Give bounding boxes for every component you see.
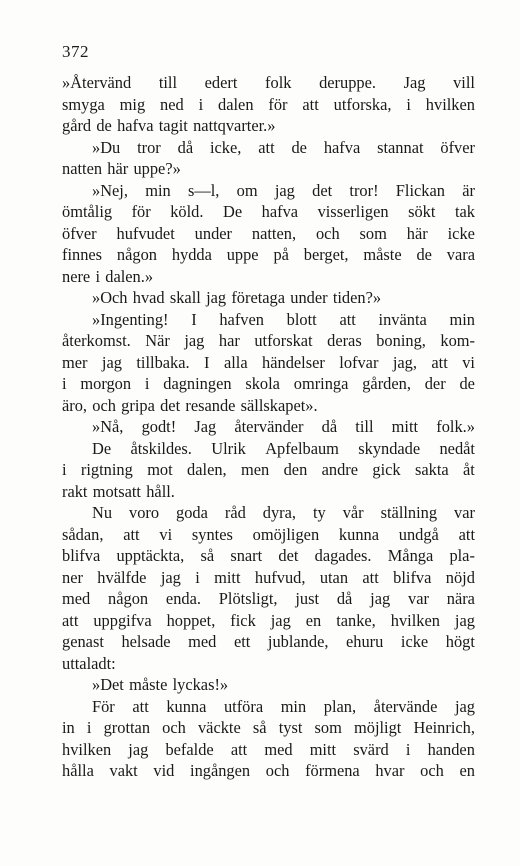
word: »Du — [92, 137, 121, 157]
text-line — [62, 438, 475, 460]
text-line — [62, 115, 475, 137]
word: så — [200, 546, 215, 565]
word: hvälfde — [97, 567, 147, 587]
word: och — [420, 761, 444, 780]
word: att — [458, 524, 475, 544]
word: min — [449, 309, 475, 329]
text-line — [62, 330, 475, 352]
word: ty — [312, 503, 326, 522]
word: nattqvarter.» — [193, 116, 276, 135]
text-line — [62, 588, 475, 610]
word: motsatt — [92, 481, 141, 501]
word: Apfelbaum — [265, 438, 339, 458]
word: plan, — [323, 696, 357, 716]
text-line — [62, 352, 475, 374]
word: sådan, — [62, 524, 104, 544]
text-line — [62, 266, 475, 288]
word: berget, — [303, 245, 349, 264]
word: det — [312, 180, 333, 200]
word: tror — [137, 137, 161, 157]
word: i — [405, 739, 411, 759]
word: händelser — [262, 352, 325, 372]
word: hoppet, — [166, 610, 216, 630]
word: mer — [62, 352, 88, 372]
page-number: 372 — [62, 42, 89, 61]
word: högt — [445, 632, 475, 651]
word: tillbaka. — [136, 352, 190, 372]
word: sakta — [414, 460, 449, 479]
word: natten, — [251, 223, 297, 243]
text-line — [62, 481, 475, 503]
word: »Ingenting! — [92, 309, 169, 329]
word: tyst — [278, 718, 303, 737]
word: icke, — [209, 137, 242, 157]
word: här — [107, 159, 129, 178]
word: de — [459, 374, 475, 393]
word: tiden?» — [332, 288, 382, 307]
word: goda — [176, 503, 208, 522]
text-line — [62, 223, 475, 245]
word: så — [252, 718, 267, 737]
word: hvilken — [425, 94, 475, 114]
word: uppe — [226, 245, 259, 264]
word: är — [462, 180, 475, 200]
word: befalde — [165, 739, 214, 759]
word: håll. — [146, 481, 175, 501]
text-line — [62, 72, 475, 94]
word: jag — [454, 610, 475, 630]
word: hafva — [261, 202, 299, 221]
text-line — [62, 309, 475, 331]
word: mot — [147, 460, 173, 479]
word: vi — [159, 524, 173, 544]
word: »Nej, — [92, 180, 128, 200]
word: skyndade — [358, 438, 421, 458]
word: ned — [160, 94, 184, 114]
text-line — [62, 674, 475, 696]
word: i — [406, 94, 411, 114]
word: resande — [185, 395, 236, 415]
word: ehuru — [346, 632, 384, 651]
word: Ulrik — [211, 438, 246, 458]
word: kom- — [440, 331, 475, 350]
word: då — [336, 589, 353, 608]
word: tak — [454, 202, 475, 221]
word: återkomst. — [62, 331, 131, 350]
word: och — [265, 761, 290, 780]
word: upptäckta, — [116, 546, 185, 565]
word: fick — [230, 610, 256, 630]
word: stannat — [377, 137, 424, 157]
word: den — [283, 460, 308, 479]
word: utforska, — [333, 94, 392, 114]
word: i — [198, 94, 204, 114]
word: öfver — [440, 137, 475, 157]
text-line — [62, 739, 475, 761]
word: här — [406, 223, 428, 243]
word: hvilken — [390, 610, 440, 630]
text-line — [62, 502, 475, 524]
word: vill — [453, 73, 475, 92]
word: snart — [230, 546, 263, 565]
word: I — [204, 352, 210, 372]
word: andre — [321, 460, 359, 479]
word: svärd — [353, 739, 389, 759]
word: hafva — [117, 116, 154, 135]
word: deras — [327, 331, 362, 350]
word: om — [236, 180, 258, 200]
text-line — [62, 545, 475, 567]
word: med — [264, 739, 293, 759]
text-line — [62, 653, 475, 675]
word: der — [424, 374, 446, 393]
word: s—l, — [187, 180, 220, 200]
word: återvände — [373, 696, 438, 716]
word: För — [92, 696, 115, 716]
word: skall — [169, 288, 201, 307]
word: dalen, — [187, 460, 227, 479]
word: natten — [62, 159, 103, 178]
word: skola — [245, 374, 280, 393]
word: då — [321, 417, 338, 436]
text-line — [62, 631, 475, 653]
word: jublande, — [267, 632, 329, 651]
word: edert — [204, 73, 238, 92]
word: jag — [101, 352, 122, 372]
word: icke — [447, 223, 475, 243]
word: mitt — [214, 567, 241, 587]
word: invänta — [378, 309, 427, 329]
word: smyga — [62, 94, 105, 114]
word: »Det — [92, 675, 124, 694]
word: under — [290, 288, 328, 307]
word: i — [62, 460, 67, 479]
word: jag — [160, 567, 181, 587]
word: ner — [62, 567, 83, 587]
word: Jag — [194, 417, 217, 436]
word: rakt — [62, 481, 88, 501]
word: hufvudet — [116, 223, 175, 243]
word: i — [195, 567, 200, 587]
text-line — [62, 760, 475, 782]
word: undgå — [398, 524, 439, 544]
word: i — [86, 718, 92, 737]
word: som — [359, 223, 387, 243]
word: ett — [233, 632, 251, 651]
word: men — [241, 460, 270, 479]
word: hafva — [323, 137, 361, 157]
word: gården, — [362, 374, 411, 393]
word: Nu — [92, 503, 113, 522]
text-line — [62, 696, 475, 718]
word: voro — [129, 503, 160, 522]
word: lofvar — [339, 352, 379, 372]
word: syntes — [191, 524, 233, 544]
text-line — [62, 395, 475, 417]
word: vakt — [109, 761, 138, 780]
word: tagit — [158, 116, 188, 135]
word: att — [431, 352, 448, 372]
word: dyra, — [262, 503, 297, 522]
word: att — [62, 610, 79, 630]
word: uttaladt: — [62, 653, 116, 673]
word: mitt — [309, 739, 337, 759]
word: blott — [286, 309, 317, 329]
word: för — [131, 202, 151, 221]
word: var — [408, 589, 429, 608]
word: hydda — [171, 245, 212, 264]
word: då — [177, 137, 194, 157]
word: att — [230, 739, 248, 759]
word: vi — [462, 352, 475, 372]
word: vara — [446, 245, 475, 264]
word: grottan — [103, 718, 151, 737]
word: folk — [265, 73, 292, 92]
word: handen — [427, 739, 475, 759]
word: dagades. — [314, 546, 372, 565]
word: »Återvänd — [62, 73, 132, 92]
word: genast — [62, 632, 104, 651]
word: mitt — [391, 417, 419, 436]
word: Plötsligt, — [218, 589, 278, 608]
word: blifva — [62, 546, 101, 565]
word: dagningen — [163, 374, 232, 393]
word: omöjligen — [252, 524, 320, 544]
word: min — [145, 180, 171, 200]
word: dalen — [218, 94, 254, 114]
word: »Och — [92, 288, 128, 307]
word: med — [188, 632, 217, 651]
word: dalen.» — [105, 266, 154, 286]
text-line — [62, 180, 475, 202]
word: möjligt — [354, 718, 402, 737]
word: alla — [223, 352, 248, 372]
word: ställning — [380, 503, 438, 522]
word: tanke, — [336, 610, 376, 630]
word: jag — [206, 288, 227, 307]
word: att — [123, 524, 140, 544]
word: ömtålig — [62, 202, 113, 221]
word: att — [362, 567, 379, 587]
text-line — [62, 137, 475, 159]
word: min — [280, 696, 307, 716]
word: När — [145, 331, 170, 350]
word: jag — [454, 696, 475, 716]
word: nere — [62, 266, 91, 286]
text-line — [62, 244, 475, 266]
word: de — [96, 116, 112, 135]
word: nära — [446, 589, 475, 608]
word: företaga — [231, 288, 286, 307]
word: »Nå, — [92, 417, 124, 436]
word: äro, — [62, 395, 88, 415]
text-line — [62, 717, 475, 739]
word: utföra — [223, 696, 264, 716]
word: folk.» — [436, 417, 475, 436]
word: tror! — [349, 180, 379, 200]
word: kunna — [338, 524, 379, 544]
text-line — [62, 416, 475, 438]
word: det — [278, 546, 299, 565]
word: Jag — [403, 73, 426, 92]
word: kunna — [166, 696, 207, 716]
word: blifva — [393, 567, 432, 587]
word: de — [291, 137, 307, 157]
word: visserligen — [317, 202, 389, 221]
word: sällskapet». — [240, 395, 318, 415]
word: och — [315, 223, 340, 243]
word: måste — [129, 675, 168, 694]
word: Flickan — [395, 180, 445, 200]
word: måste — [363, 245, 402, 264]
word: icke — [400, 632, 429, 651]
word: vår — [342, 503, 364, 522]
word: gick — [372, 460, 401, 479]
word: mig — [119, 94, 146, 114]
word: deruppe. — [319, 73, 376, 92]
word: Heinrich, — [413, 718, 475, 737]
word: väckte — [197, 718, 241, 737]
word: pla- — [449, 546, 475, 565]
body-text — [62, 72, 475, 782]
word: att — [258, 137, 275, 157]
word: utan — [319, 567, 349, 587]
word: helsade — [121, 632, 171, 651]
word: godt! — [141, 417, 177, 436]
word: en — [305, 610, 322, 630]
word: råd — [224, 503, 246, 522]
word: i — [95, 266, 101, 286]
word: och — [92, 395, 116, 415]
word: jag — [274, 180, 295, 200]
text-line — [62, 373, 475, 395]
word: Många — [387, 546, 434, 565]
text-line — [62, 287, 475, 309]
word: omringa — [293, 374, 349, 393]
word: finnes — [62, 245, 103, 264]
word: de — [416, 245, 432, 264]
word: jag — [270, 610, 291, 630]
word: köld. — [170, 202, 204, 221]
word: morgon — [80, 374, 132, 393]
word: in — [62, 718, 75, 737]
word: De — [223, 202, 243, 221]
word: just — [295, 589, 320, 608]
word: sökt — [408, 202, 436, 221]
text-line — [62, 524, 475, 546]
word: hufvud, — [254, 567, 306, 587]
word: att — [339, 309, 356, 329]
word: nedåt — [439, 438, 475, 458]
word: återvänder — [234, 417, 304, 436]
word: jag, — [392, 352, 417, 372]
text-line — [62, 201, 475, 223]
word: uppe?» — [133, 159, 181, 178]
word: i — [62, 374, 67, 393]
word: var — [454, 503, 475, 522]
word: uppgifva — [93, 610, 152, 630]
word: i — [144, 374, 150, 393]
word: på — [273, 245, 289, 264]
word: vid — [153, 761, 175, 780]
text-line — [62, 158, 475, 180]
word: ingången — [190, 761, 251, 780]
word: det — [160, 395, 181, 415]
word: hvar — [375, 761, 405, 780]
word: jag — [128, 739, 149, 759]
word: enda. — [165, 589, 201, 608]
word: lyckas!» — [172, 675, 229, 694]
word: jag — [184, 331, 205, 350]
word: gård — [62, 116, 92, 135]
text-line — [62, 567, 475, 589]
word: I — [191, 309, 197, 329]
word: att — [302, 94, 319, 114]
word: förmena — [305, 761, 360, 780]
word: till — [158, 73, 178, 92]
word: hvad — [132, 288, 165, 307]
word: har — [218, 331, 240, 350]
word: utforskat — [254, 331, 313, 350]
word: att — [132, 696, 149, 716]
text-line — [62, 94, 475, 116]
word: öfver — [62, 223, 97, 243]
text-line — [62, 459, 475, 481]
word: och — [162, 718, 186, 737]
word: rigtning — [80, 460, 133, 479]
word: någon — [108, 589, 149, 608]
word: med — [62, 589, 91, 608]
word: De — [92, 438, 112, 458]
word: som — [314, 718, 342, 737]
word: någon — [116, 245, 157, 264]
word: hafven — [219, 309, 264, 329]
word: åtskildes. — [130, 438, 192, 458]
text-line — [62, 610, 475, 632]
word: boning, — [376, 331, 426, 350]
word: gripa — [121, 395, 155, 415]
word: jag — [370, 589, 391, 608]
word: åt — [463, 460, 475, 479]
word: under — [194, 223, 232, 243]
word: till — [355, 417, 374, 436]
word: för — [268, 94, 288, 114]
word: nöjd — [445, 567, 475, 587]
word: hvilken — [62, 739, 112, 759]
word: en — [459, 761, 475, 780]
word: hålla — [62, 761, 94, 780]
